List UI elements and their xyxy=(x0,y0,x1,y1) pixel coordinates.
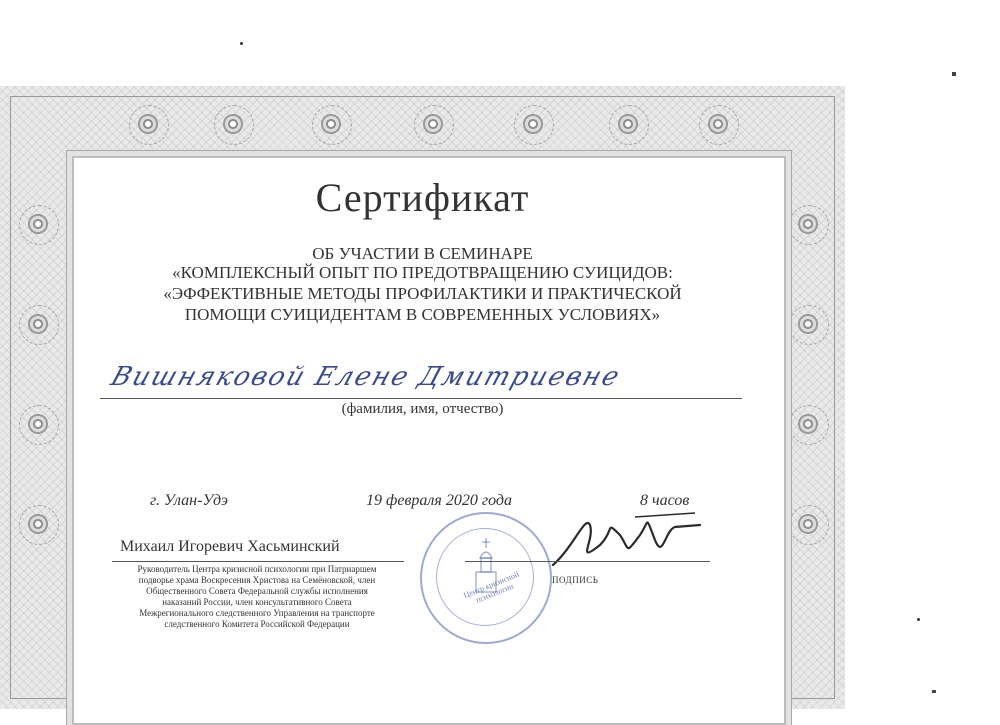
description-line: Межрегионального следственного Управления на транспорте xyxy=(139,608,375,618)
recipient-name-handwritten: Вишняковой Елене Дмитриевне xyxy=(107,362,625,392)
date: 19 февраля 2020 года xyxy=(366,492,512,509)
signature-underline xyxy=(465,561,710,562)
text-panel xyxy=(72,156,786,725)
subtitle-line: «ЭФФЕКТИВНЫЕ МЕТОДЫ ПРОФИЛАКТИКИ И ПРАКТИЧЕСКОЙ xyxy=(163,284,682,303)
name-caption: (фамилия, имя, отчество) xyxy=(341,401,504,417)
signature-label: ПОДПИСЬ xyxy=(552,575,599,585)
hours: 8 часов xyxy=(640,492,690,509)
name-underline xyxy=(100,398,742,399)
description-line: подворье храма Воскресения Христова на Семёновской, член xyxy=(138,575,376,585)
rosette-ornament xyxy=(520,111,546,137)
scan-speck xyxy=(952,72,956,76)
subtitle-line: ОБ УЧАСТИИ В СЕМИНАРЕ xyxy=(312,244,533,263)
description-line: Общественного Совета Федеральной службы исполнения xyxy=(146,586,368,596)
signature-icon xyxy=(545,505,705,575)
subtitle-line: ПОМОЩИ СУИЦИДЕНТАМ В СОВРЕМЕННЫХ УСЛОВИЯХ» xyxy=(184,305,661,324)
rosette-ornament xyxy=(135,111,161,137)
scan-speck xyxy=(240,42,243,45)
rosette-ornament xyxy=(318,111,344,137)
rosette-ornament xyxy=(615,111,641,137)
scan-speck xyxy=(917,618,920,621)
director-underline xyxy=(112,561,404,562)
rosette-ornament xyxy=(705,111,731,137)
scan-speck xyxy=(932,690,936,693)
rosette-ornament xyxy=(420,111,446,137)
description-line: Руководитель Центра кризисной психологии при Патриаршем xyxy=(137,564,377,574)
rosette-ornament xyxy=(220,111,246,137)
director-name: Михаил Игоревич Хасьминский xyxy=(120,538,340,555)
official-stamp xyxy=(420,512,552,644)
certificate-title: Сертификат xyxy=(315,175,530,220)
rosette-ornament xyxy=(25,511,51,537)
stamp-text: Центр кризисной психологии xyxy=(462,569,521,605)
description-line: следственного Комитета Российской Федерации xyxy=(164,619,350,629)
director-description xyxy=(112,564,402,630)
rosette-ornament xyxy=(795,511,821,537)
subtitle-line: «КОМПЛЕКСНЫЙ ОПЫТ ПО ПРЕДОТВРАЩЕНИЮ СУИЦИДОВ: xyxy=(172,263,673,282)
city: г. Улан-Удэ xyxy=(150,492,228,509)
description-line: наказаний России, член консультативного Совета xyxy=(162,597,352,607)
